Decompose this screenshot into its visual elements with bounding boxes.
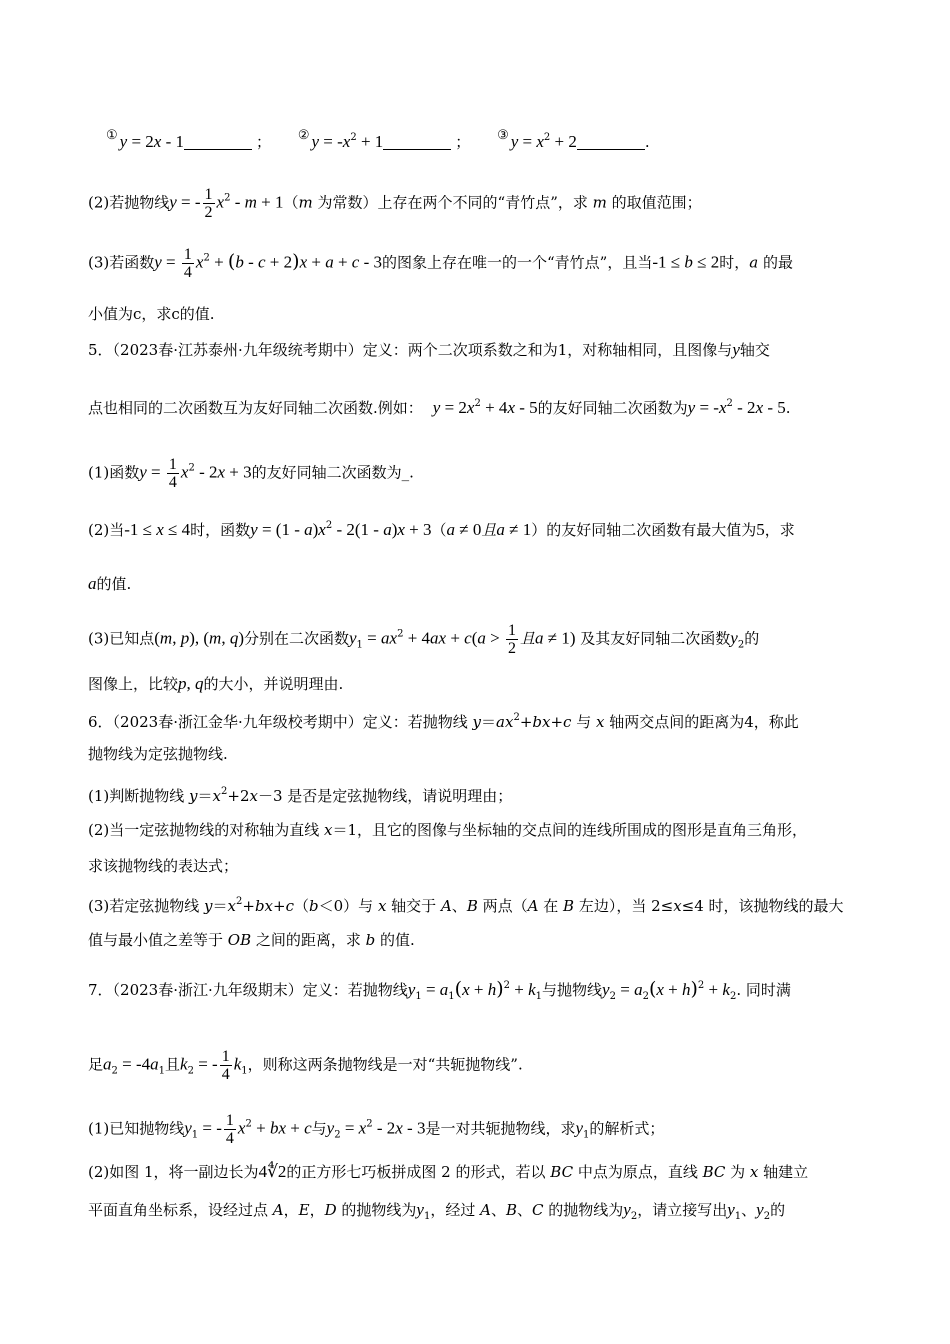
q5-part3-cont: 图像上，比较p, q的大小，并说明理由. bbox=[88, 674, 344, 693]
q5-title: 5．（2023春·江苏泰州·九年级统考期中）定义：两个二次项系数之和为1，对称轴相同，且图像与y轴交 bbox=[88, 340, 770, 359]
q5-part2: (2)当-1 ≤ x ≤ 4时，函数$y = (1 - a)x^2 - 2(1 - a)x + 3(a \ne 0$且a ≠ 1）的友好同轴二次函数有最大值为5，求 bbox=[88, 520, 795, 539]
q7-part1: (1)已知抛物线$y_1$ = - $\frac{1}{4}$ $x^2$ + bx + c与$y_2 = x^2 - 2x - 3$是一对共轭抛物线，求$y_1$的解析式； bbox=[88, 1112, 665, 1147]
circled-two: ② bbox=[297, 128, 310, 143]
q6-title: 6．（2023春·浙江金华·九年级校考期中）定义：若抛物线 $y=ax^2+bx+c$ 与 x 轴两交点间的距离为4，称此 bbox=[88, 712, 799, 731]
q5-part1: (1)函数y = $\frac{1}{4}$ $x^2 - 2x + 3$的友好同轴二次函数为_. bbox=[88, 456, 414, 491]
q7-line2: 足$a_2 = -4a_1$且$k_2$ = - $\frac{1}{4}$ $k_1$，则称这两条抛物线是一对“共轭抛物线”. bbox=[88, 1048, 523, 1083]
circled-three: ③ bbox=[497, 128, 509, 143]
q7-part2: (2)如图 1，将一副边长为4∜2的正方形七巧板拼成图 2 的形式，若以 BC 中点为原点，直线 BC 为 x 轴建立 bbox=[88, 1162, 809, 1181]
q5-part3: (3)已知点(m, p), (m, q)分别在二次函数$y_1 = ax^2 + 4ax + c(a$ > $\frac{1}{2}$ 且a ≠ 1) 及其友好同轴二次函数$y_2$的 bbox=[88, 622, 760, 657]
q6-part3: (3)若定弦抛物线 $y=x^2+bx+c(b<0)$与 x 轴交于 A、B 两点（A 在 B 左边），当 2≤x≤4 时，该抛物线的最大 bbox=[88, 896, 844, 915]
circled-one: ① bbox=[106, 128, 118, 143]
q6-part2: (2)当一定弦抛物线的对称轴为直线 x＝1，且它的图像与坐标轴的交点间的连线所围成的图形是直角三角形， bbox=[88, 821, 808, 839]
q5-line2: 点也相同的二次函数互为友好同轴二次函数.例如： $y = 2x^2 + 4x - 5$的友好同轴二次函数为$y = -x^2 - 2x - 5$. bbox=[88, 398, 791, 417]
q6-title-cont: 抛物线为定弦抛物线. bbox=[88, 745, 228, 763]
q6-part3-cont: 值与最小值之差等于 OB 之间的距离，求 b 的值. bbox=[88, 931, 415, 949]
q5-part2-cont: a的值. bbox=[88, 574, 132, 593]
q6-part1: (1)判断抛物线 $y=x^2+2x-3$ 是否是定弦抛物线，请说明理由； bbox=[88, 786, 513, 805]
q4-items-line: ① y = 2x - 1 ； ② $y = -x^2 + 1$ ； ③ $y = x^2 + 2$ . bbox=[106, 128, 650, 151]
q7-part2-cont: 平面直角坐标系，设经过点 A，E，D 的抛物线为$y_1$，经过 A、B、C 的抛物线为$y_2$，请立接写出$y_1$、$y_2$的 bbox=[88, 1200, 786, 1222]
q6-part2-cont: 求该抛物线的表达式； bbox=[88, 857, 239, 875]
q4-part3: (3)若函数y = $\frac{1}{4}$ $x^2 + (b - c + 2)x + a + c - 3$的图象上存在唯一的一个“青竹点”，且当-1 ≤ b ≤ 2时，a 的最 bbox=[88, 246, 793, 281]
q7-title: 7．（2023春·浙江·九年级期末）定义：若抛物线$y_1 = a_1(x + h)^2 + k_1$与抛物线$y_2 = a_2(x + h)^2 + k_2$. 同时满 bbox=[88, 978, 791, 1002]
q4-part2: (2)若抛物线y = - $\frac{1}{2}$ $x^2 - m + 1(m$ 为常数）上存在两个不同的“青竹点”，求 m 的取值范围； bbox=[88, 186, 702, 221]
q4-part3-cont: 小值为c，求c的值. bbox=[88, 305, 215, 323]
